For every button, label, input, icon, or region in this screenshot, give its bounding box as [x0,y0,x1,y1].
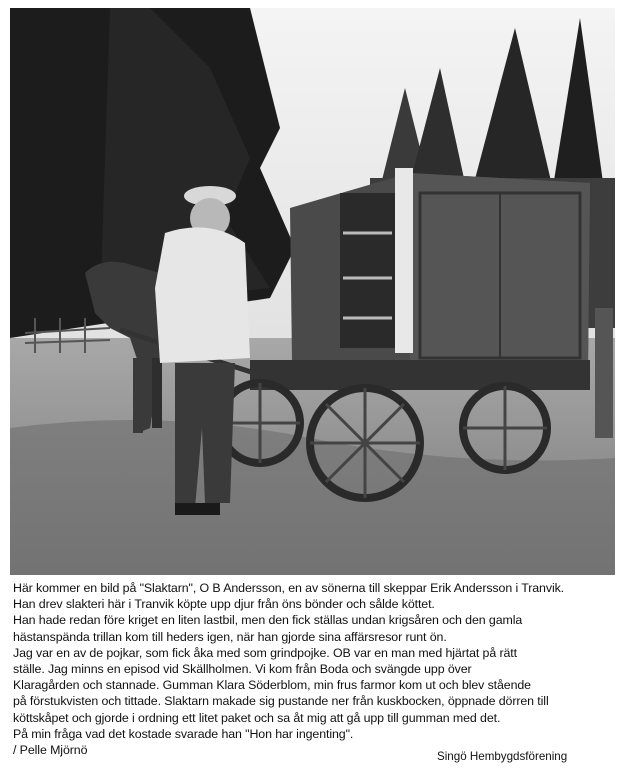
caption-line: Han hade redan före kriget en liten lastbil, men den fick ställas undan krigsåren och den gamla [13,613,523,628]
caption-line: köttskåpet och gjorde i ordning ett litet paket och sa åt mig att gå upp till gumman med det. [13,710,501,725]
caption-line: På min fråga vad det kostade svarade han "Hon har ingenting". [13,726,354,741]
photo-caption [13,580,617,758]
historic-photo [10,8,615,575]
caption-line: på förstukvisten och tittade. Slaktarn makade sig pustande ner från kuskbocken, öppnade dörren till [13,694,549,709]
caption-signature: / Pelle Mjörnö [13,743,88,758]
caption-line: Han drev slakteri här i Tranvik köpte upp djur från öns bönder och sålde köttet. [13,597,435,612]
credit-organization: Singö Hembygdsförening [437,750,568,763]
caption-line: hästanspända trillan kom till heders igen, när han gjorde sina affärsresor runt ön. [13,629,447,644]
caption-line: Här kommer en bild på "Slaktarn", O B Andersson, en av sönerna till skeppar Erik Andersson i Tranvik. [13,581,565,595]
caption-line: Jag var en av de pojkar, som fick åka med som grindpojke. OB var en man med hjärtat på rätt [13,645,517,660]
horse-cart-photo-icon [10,8,615,575]
caption-line: ställe. Jag minns en episod vid Skällholmen. Vi kom från Boda och svängde upp över [13,662,472,677]
caption-line: Klaragården och stannade. Gumman Klara Söderblom, min frus farmor kom ut och blev stående [13,678,531,693]
